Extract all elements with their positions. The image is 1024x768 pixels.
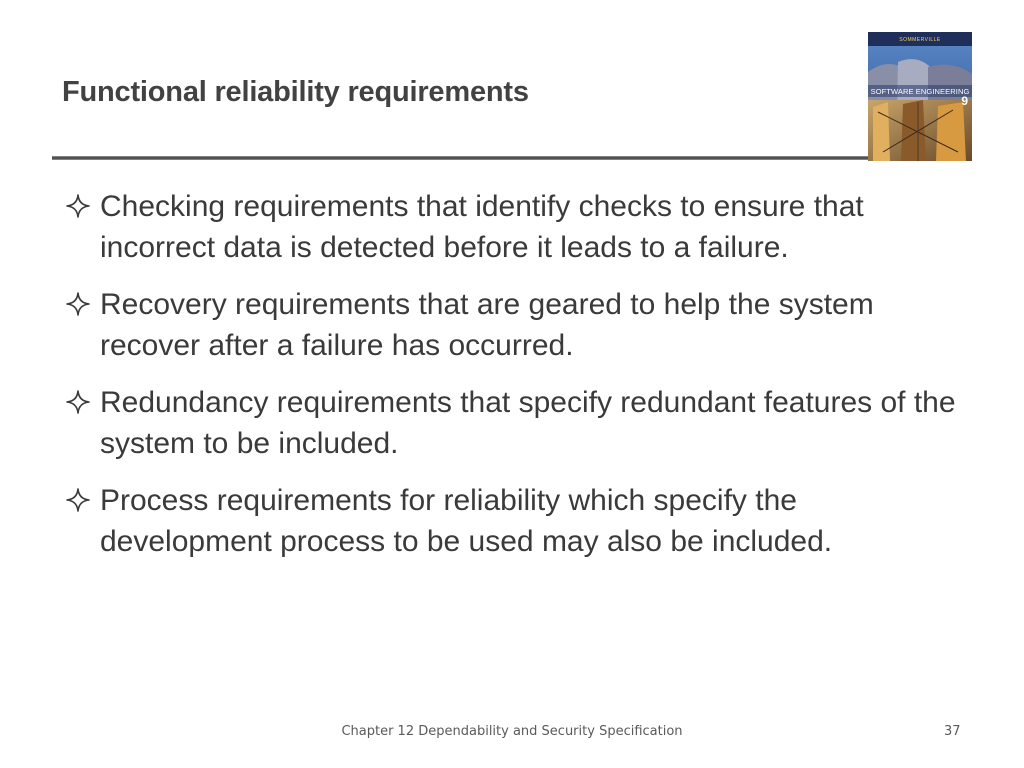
bullet-item	[62, 186, 962, 268]
bullet-text: Process requirements for reliability which specify the development process to be used may also be included.	[100, 484, 833, 558]
four-point-star-outline-icon	[64, 192, 92, 220]
book-cover-image	[868, 32, 972, 161]
four-point-star-outline-icon	[64, 290, 92, 318]
footer-chapter-title: Chapter 12 Dependability and Security Specification	[341, 724, 683, 739]
page-number: 37	[944, 724, 961, 739]
title-divider	[52, 156, 870, 160]
bullet-text: Redundancy requirements that specify redundant features of the system to be included.	[100, 386, 956, 460]
four-point-star-outline-icon	[64, 486, 92, 514]
bullet-list	[62, 186, 962, 578]
bullet-item	[62, 480, 962, 562]
bullet-text: Recovery requirements that are geared to help the system recover after a failure has occurred.	[100, 288, 874, 362]
book-author-text: SOMMERVILLE	[899, 37, 941, 43]
book-edition-number: 9	[961, 94, 968, 108]
slide-title: Functional reliability requirements	[62, 76, 529, 108]
bullet-item	[62, 284, 962, 366]
four-point-star-outline-icon	[64, 388, 92, 416]
book-title-text: SOFTWARE ENGINEERING	[870, 87, 970, 96]
bullet-item	[62, 382, 962, 464]
bullet-text: Checking requirements that identify checks to ensure that incorrect data is detected before it leads to a failure.	[100, 190, 864, 264]
book-cover-artwork	[868, 32, 972, 161]
